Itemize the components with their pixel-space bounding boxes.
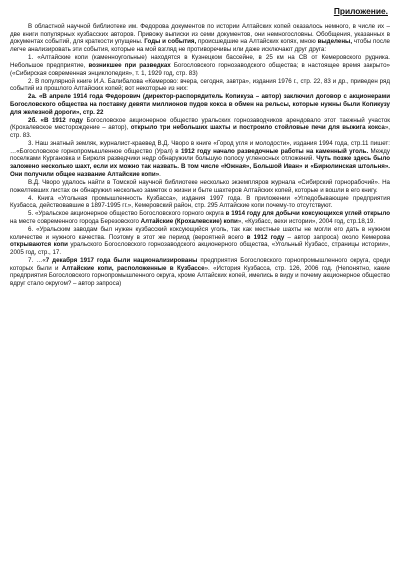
item-7-emphasis: 7 декабря 1917 года были национализированы <box>45 257 198 265</box>
intro-paragraph <box>10 23 390 54</box>
appendix-heading: Приложение. <box>333 6 388 16</box>
item-3-continued: В.Д. Чворо удалось найти в Томской научной библиотеке несколько экземпляров журнала «Сибирский горнорабочий». На пожелтевших листах он обнаружил несколько заметок о жизни и быте шахтеров Алтайских копей, которые и вошли в его книгу. <box>10 178 390 194</box>
item-1-text-2: Богословского горнозаводского общества; в настоящее время закрыто» («Сибирская современная энциклопедия», т. 1, 1929 год, стр. 83) <box>10 61 390 77</box>
item-6-text: 6. «Уральским заводам был нужен кузбасский коксующийся уголь, так как местные шахты не могли его дать в нужном количестве и нужного качества. Поэтому в этот же период (вероятней всего <box>10 225 390 241</box>
item-3-text-3: . <box>159 170 161 178</box>
item-5-emphasis-2: Алтайские (Крохалевские) копи <box>140 217 238 225</box>
item-6-emphasis: в 1912 году <box>246 233 285 241</box>
item-3-text: 3. Наш знатный земляк, журналист-краевед В.Д. Чворо в книге «Город угля и молодости», издания 1994 года, стр.11 пишет: …«Богословское горнопромышленное общество (Урал) в <box>10 140 390 155</box>
item-5 <box>10 210 390 225</box>
item-7-emphasis-2: Алтайские копи, расположенные в Кузбассе <box>61 264 205 272</box>
item-5-text: 5. «Уральское акционерное общество Богословского горного округа <box>28 210 226 218</box>
item-3-emphasis: 1912 году начало разведочные работы на каменный уголь. <box>180 147 369 155</box>
item-2: 2. В популярной книге И.А. Балибалова «Кемерово: вчера, сегодня, завтра», издания 1976 г., стр. 22, 83 и др., приведен ряд событий из прошлого Алтайских копей; вот некоторые из них: <box>10 77 390 93</box>
item-1 <box>10 54 390 77</box>
item-1-emphasis: возникшее при разведках <box>88 61 171 69</box>
item-5-text-3: », «Кузбасс, вехи истории», 2004 год, стр.18,19. <box>237 217 376 225</box>
intro-text: В областной научной библиотеке им. Федорова документов по истории Алтайских копей оказалось немного, в числе их – две книги популярных кузбасских авторов. Привожу выписки из семи документов, они немногословны. Обобщения, указанных в документах событий, для краткости упущены. <box>10 23 390 46</box>
intro-text-2: происшедшие на Алтайских копях, мною <box>196 38 318 46</box>
item-7-text: 7. …« <box>28 257 46 265</box>
item-3 <box>10 140 390 179</box>
item-2a <box>10 93 390 116</box>
intro-text-3: чтобы после легче анализировать эти события, которые на мой взгляд не противоречивы или даже исключают друг друга: <box>10 38 390 54</box>
item-4: 4. Книга «Угольная промышленность Кузбасса», издания 1997 года. В приложении «Угледобывающие предприятия Кузбасса, действовавшие в 1897-1995 гг.», Кемеровский район, стр. 295 Алтайские копи почему-то отсутствуют. <box>10 194 390 210</box>
item-7-text-2: предприятия Богословского горнопромышленного округа, среди которых были и <box>10 257 390 272</box>
item-1-text: 1. «Алтайские копи (каменноугольные) находятся в Кузнецком бассейне, в 25 км на СВ от Кемеровского рудника. Небольшое предприятие, <box>10 54 390 69</box>
item-2a-text: 2а. «В апреле 1914 года Федорович (директор-распорядитель Копикуза – автор) заключил договор с акционерами Богословского общества на поставку девяти миллионов пудов кокса в обмен на рельсы, которые нужны были Копикузу для железной дороги», стр. 22 <box>10 93 390 116</box>
item-2b-emphasis: 2б. «В 1912 году <box>28 116 83 124</box>
item-2b-emphasis-2: открыло три небольших шахты и построило стойловые печи для выжига кокса <box>130 124 385 132</box>
item-7 <box>10 257 390 288</box>
item-6-text-2: – автор запроса) около Кемерова <box>284 233 390 241</box>
item-3-emphasis-2: Чуть позже здесь было заложено несколько шахт, если их можно так назвать. В том числе «Южная», Большой Иван» и «Бирюлинская штольня». Они получили общее название Алтайские копи» <box>10 155 390 178</box>
item-7-text-3: ». «История Кузбасса, стр. 126, 2006 год. (Непонятно, какие предприятия Богословского горнопромышленного округа, кроме Алтайских копей, имелись в виду и почему акционерное общество вдруг стало округом? – автор запроса) <box>10 264 390 288</box>
item-6 <box>10 226 390 257</box>
item-6-emphasis-2: открываются копи <box>10 241 68 249</box>
intro-emphasis-years-events: Годы и события, <box>144 38 197 46</box>
item-2b <box>10 117 390 140</box>
item-2b-text-2: », стр. 83. <box>10 124 390 140</box>
item-2b-text: Богословское акционерное общество уральских горнозаводчиков арендовало этот таежный участок (Крохалевское месторождение – автор), <box>10 116 390 132</box>
item-6-text-3: уральского Богословского горнозаводского акционерного общества, «Угольный Кузбасс, страницы истории», 2005 год, стр., 17. <box>10 241 390 257</box>
item-5-emphasis: в 1914 году для добычи коксующихся углей открыло <box>225 210 390 218</box>
item-3-text-2: Между поселками Кургановка и Бирюля разведчики недр обнаружили большую полосу угленосных отложений. <box>10 147 390 163</box>
intro-emphasis-highlighted: выделены, <box>317 38 353 46</box>
item-5-text-2: на месте современного города Березовского <box>10 217 141 225</box>
